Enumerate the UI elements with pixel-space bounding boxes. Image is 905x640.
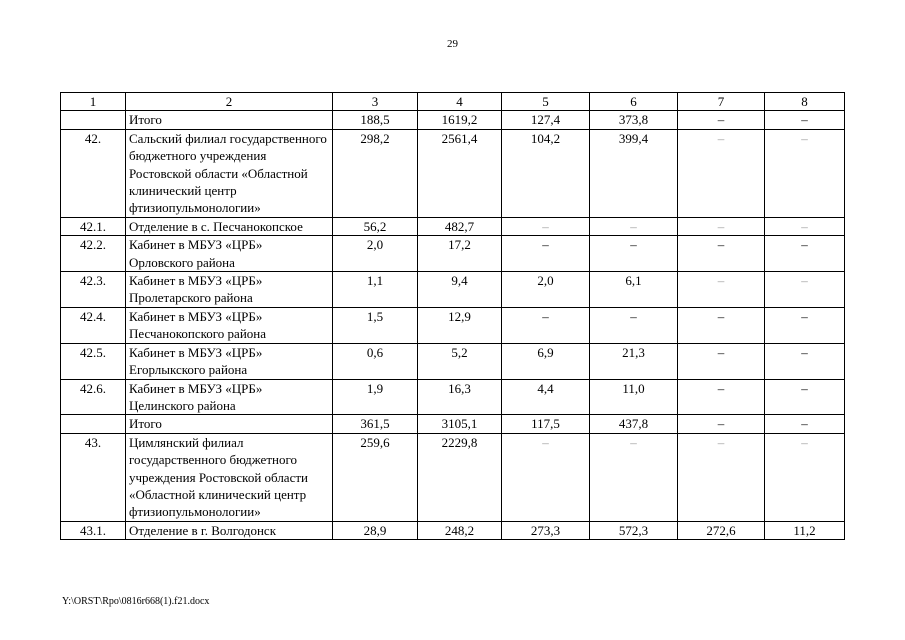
row-name: Сальский филиал государственного бюджетного учреждения Ростовской области «Областной клинический центр фтизиопульмонологии» [126,129,333,217]
value-cell-v3: 188,5 [333,111,418,129]
table-header-row [61,93,845,111]
page-number: 29 [447,38,458,50]
table-row [61,379,845,415]
value-cell-v4: 17,2 [418,236,502,272]
value-cell-v7: – [678,433,765,521]
header-cell: 2 [126,93,333,111]
value-cell-v5: – [502,433,590,521]
value-cell-v5: 127,4 [502,111,590,129]
table-row [61,236,845,272]
row-name: Отделение в с. Песчанокопское [126,217,333,235]
row-number: 42.6. [61,379,126,415]
value-cell-v5: 2,0 [502,272,590,308]
value-cell-v8: – [765,415,845,433]
row-name: Кабинет в МБУЗ «ЦРБ» Егорлыкского района [126,343,333,379]
value-cell-v7: – [678,307,765,343]
row-number: 42.2. [61,236,126,272]
value-cell-v8: 11,2 [765,521,845,539]
value-cell-v8: – [765,433,845,521]
row-number: 42. [61,129,126,217]
value-cell-v4: 2561,4 [418,129,502,217]
row-name: Кабинет в МБУЗ «ЦРБ» Пролетарского района [126,272,333,308]
value-cell-v8: – [765,129,845,217]
value-cell-v3: 1,1 [333,272,418,308]
value-cell-v7: – [678,415,765,433]
header-cell: 4 [418,93,502,111]
row-number [61,415,126,433]
value-cell-v4: 12,9 [418,307,502,343]
file-path-footer: Y:\ORST\Rpo\0816r668(1).f21.docx [62,596,210,607]
header-cell: 5 [502,93,590,111]
value-cell-v6: 11,0 [590,379,678,415]
value-cell-v6: 21,3 [590,343,678,379]
row-number [61,111,126,129]
value-cell-v7: 272,6 [678,521,765,539]
value-cell-v7: – [678,111,765,129]
value-cell-v8: – [765,307,845,343]
value-cell-v7: – [678,236,765,272]
value-cell-v4: 3105,1 [418,415,502,433]
row-name: Кабинет в МБУЗ «ЦРБ» Орловского района [126,236,333,272]
row-number: 42.4. [61,307,126,343]
header-cell: 7 [678,93,765,111]
value-cell-v6: 572,3 [590,521,678,539]
value-cell-v6: 6,1 [590,272,678,308]
table-row [61,111,845,129]
row-number: 42.3. [61,272,126,308]
value-cell-v4: 5,2 [418,343,502,379]
table-row [61,129,845,217]
value-cell-v5: – [502,236,590,272]
value-cell-v8: – [765,111,845,129]
row-name: Кабинет в МБУЗ «ЦРБ» Целинского района [126,379,333,415]
header-cell: 8 [765,93,845,111]
table-row [61,521,845,539]
value-cell-v4: 9,4 [418,272,502,308]
value-cell-v3: 361,5 [333,415,418,433]
table-row [61,433,845,521]
value-cell-v3: 2,0 [333,236,418,272]
value-cell-v4: 1619,2 [418,111,502,129]
value-cell-v8: – [765,343,845,379]
row-number: 42.5. [61,343,126,379]
value-cell-v6: – [590,433,678,521]
value-cell-v6: 437,8 [590,415,678,433]
value-cell-v3: 1,5 [333,307,418,343]
row-name: Кабинет в МБУЗ «ЦРБ» Песчанокопского района [126,307,333,343]
value-cell-v6: 399,4 [590,129,678,217]
value-cell-v6: – [590,217,678,235]
header-cell: 3 [333,93,418,111]
value-cell-v6: 373,8 [590,111,678,129]
value-cell-v5: – [502,307,590,343]
value-cell-v7: – [678,129,765,217]
row-name: Итого [126,415,333,433]
value-cell-v6: – [590,307,678,343]
table-row [61,415,845,433]
value-cell-v3: 0,6 [333,343,418,379]
value-cell-v8: – [765,272,845,308]
value-cell-v5: 117,5 [502,415,590,433]
value-cell-v3: 259,6 [333,433,418,521]
data-table [60,92,845,540]
value-cell-v7: – [678,217,765,235]
value-cell-v8: – [765,217,845,235]
value-cell-v5: – [502,217,590,235]
row-number: 42.1. [61,217,126,235]
value-cell-v4: 2229,8 [418,433,502,521]
table-row [61,343,845,379]
value-cell-v4: 482,7 [418,217,502,235]
table-row [61,272,845,308]
table-row [61,307,845,343]
value-cell-v3: 1,9 [333,379,418,415]
value-cell-v7: – [678,343,765,379]
value-cell-v7: – [678,379,765,415]
value-cell-v3: 56,2 [333,217,418,235]
value-cell-v4: 16,3 [418,379,502,415]
row-name: Отделение в г. Волгодонск [126,521,333,539]
value-cell-v5: 273,3 [502,521,590,539]
header-cell: 6 [590,93,678,111]
value-cell-v8: – [765,379,845,415]
value-cell-v3: 28,9 [333,521,418,539]
value-cell-v4: 248,2 [418,521,502,539]
row-name: Итого [126,111,333,129]
value-cell-v8: – [765,236,845,272]
value-cell-v3: 298,2 [333,129,418,217]
value-cell-v5: 6,9 [502,343,590,379]
value-cell-v5: 4,4 [502,379,590,415]
row-number: 43. [61,433,126,521]
row-number: 43.1. [61,521,126,539]
value-cell-v5: 104,2 [502,129,590,217]
table-row [61,217,845,235]
row-name: Цимлянский филиал государственного бюджетного учреждения Ростовской области «Областной клинический центр фтизиопульмонологии» [126,433,333,521]
header-cell: 1 [61,93,126,111]
value-cell-v7: – [678,272,765,308]
value-cell-v6: – [590,236,678,272]
